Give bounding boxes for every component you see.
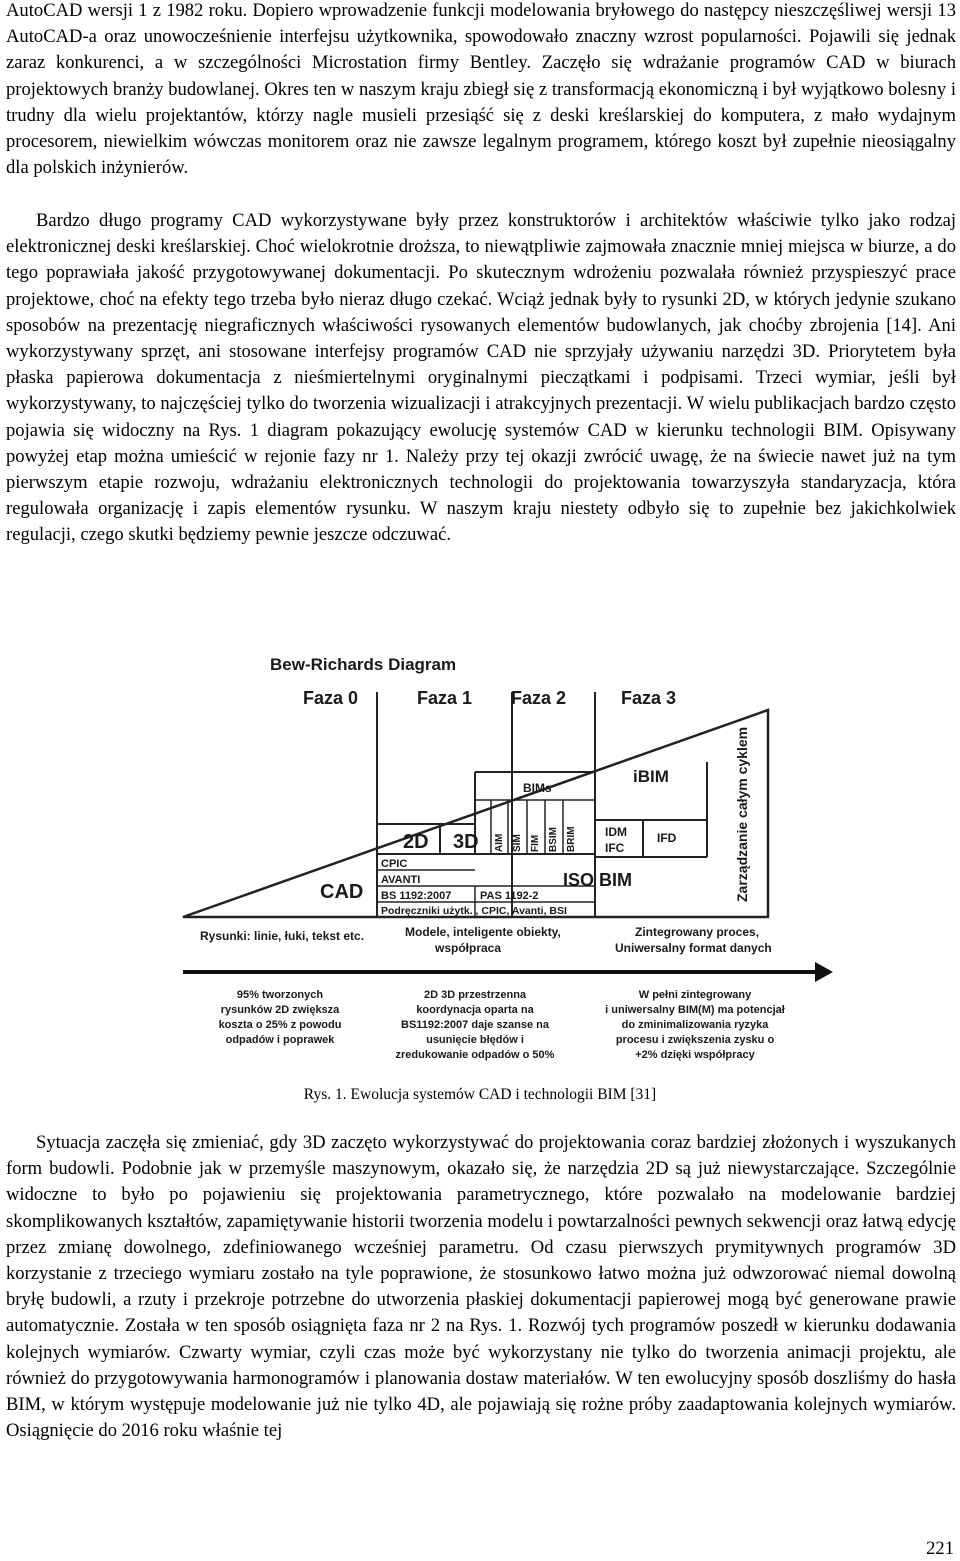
- phase-0-label: Faza 0: [303, 688, 359, 708]
- paragraph-1: AutoCAD wersji 1 z 1982 roku. Dopiero wprowadzenie funkcji modelowania bryłowego do następcy nieszczęśliwej wersji 13 AutoCAD-a oraz unowocześnienie interfejsu użytkownika, spowodowało znaczny wzrost popularności. Pojawili się jednak zaraz konkurenci, a w szczególności Microstation firmy Bentley. Zaczęło się wdrażanie programów CAD w biurach projektowych branży budowlanej. Okres ten w naszym kraju zbiegł się z transformacją ekonomiczną i był wyjątkowo bolesny i trudny dla wielu projektantów, którzy nagle musieli przesiąść się z deski kreślarskiej do komputera, z mało wydajnym procesorem, niewielkim wówczas monitorem oraz nie zawsze legalnym programem, którego koszt był zupełnie nieosiągalny dla polskich inżynierów.: [6, 0, 956, 179]
- benefit-2-line-1: 2D 3D przestrzenna: [423, 989, 527, 1001]
- label-bims: BIMs: [523, 781, 552, 795]
- benefit-2-line-2: koordynacja oparta na: [416, 1004, 534, 1016]
- label-cpic: CPIC: [381, 858, 408, 870]
- label-lifecycle: Zarządzanie całym cyklem: [734, 726, 750, 902]
- label-brim: BRIM: [566, 826, 577, 852]
- page-number: 221: [926, 1538, 954, 1559]
- label-sim: SIM: [512, 834, 523, 852]
- benefit-1-line-1: 95% tworzonych: [236, 989, 324, 1001]
- label-bs1192: BS 1192:2007: [381, 890, 452, 902]
- figure-caption: Rys. 1. Ewolucja systemów CAD i technologii BIM [31]: [303, 1086, 657, 1103]
- phase-12-desc-line-2: współpraca: [435, 941, 502, 955]
- paragraph-3: Sytuacja zaczęła się zmieniać, gdy 3D zaczęto wykorzystywać do projektowania coraz bardziej złożonych i wyszukanych form budowli. Podobnie jak w przemyśle maszynowym, okazało się, że narzędzia 2D są już niewystarczające. Szczególnie widoczne to było po pojawieniu się projektowania parametrycznego, które pozwalało na modelowanie bardziej skomplikowanych kształtów, zapamiętywanie historii tworzenia modelu i powtarzalności pewnych sekwencji oraz łatwą edycję przez zmianę dowolnego, zdefiniowanego wcześniej parametru. Od czasu pierwszych prymitywnych programów 3D korzystanie z trzeciego wymiaru zostało na tyle poprawione, że stosunkowo łatwo można już odwzorować niemal dowolną bryłę budowli, a rzuty i przekroje potrzebne do utworzenia płaskiej dokumentacji papierowej mogą być generowane prawie automatycznie. Została w ten sposób osiągnięta faza nr 2 na Rys. 1. Rozwój tych programów poszedł w kierunku dodawania kolejnych wymiarów. Czwarty wymiar, czyli czas może być wykorzystany nie tylko do tworzenia animacji projektu, ale również do przygotowywania harmonogramów i planowania dostaw materiałów. W ten ewolucyjny sposób doszliśmy do hasła BIM, w którym występuje modelowanie już nie tylko 4D, ale pojawiają się rożne próby zaadaptowania kolejnych wymiarów. Osiągnięcie do 2016 roku właśnie tej: [6, 1132, 956, 1442]
- benefit-3-line-5: +2% dzięki współpracy: [635, 1049, 755, 1061]
- benefit-3-line-1: W pełni zintegrowany: [638, 989, 752, 1001]
- phase-3-label: Faza 3: [621, 688, 677, 708]
- paragraph-2: Bardzo długo programy CAD wykorzystywane były przez konstruktorów i architektów właściwie tylko jako rodzaj elektronicznej deski kreślarskiej. Choć wielokrotnie droższa, to niewątpliwie zajmowała znacznie mniej miejsca w biurze, a do tego poprawiała jakość przygotowywanej dokumentacji. Po skutecznym wdrożeniu pozwalała również przyspieszyć prace projektowe, choć na efekty tego trzeba było nieraz długo czekać. Wciąż jednak były to rysunki 2D, w których jedynie szukano sposobów na prezentację niegraficznych właściwości rysowanych elementów budowlanych, jak choćby zbrojenia [14]. Ani wykorzystywany sprzęt, ani stosowane interfejsy programów CAD nie sprzyjały używaniu narzędzi 3D. Priorytetem była płaska papierowa dokumentacja z nieśmiertelnymi oryginalnymi pieczątkami i podpisami. Trzeci wymiar, jeśli był wykorzystywany, to najczęściej tylko do tworzenia wizualizacji i atrakcyjnych prezentacji. W wielu publikacjach bardzo często pojawia się widoczny na Rys. 1 diagram pokazujący ewolucję systemów CAD w kierunku technologii BIM. Opisywany powyżej etap można umieścić w rejonie fazy nr 1. Należy przy tej okazji zwrócić uwagę, że na świecie nawet już na tym pierwszym etapie rozwoju, wdrażaniu elektronicznych technologii do projektowania towarzyszyła standaryzacja, która regulowała organizację i zapis elementów rysunku. W naszym kraju niestety odbyło się to zupełnie bez jakichkolwiek regulacji, czego skutki będziemy pewnie jeszcze odczuwać.: [6, 210, 956, 546]
- label-ifd: IFD: [657, 831, 677, 845]
- benefit-1-line-4: odpadów i poprawek: [225, 1034, 335, 1046]
- phase-3-desc-line-2: Uniwersalny format danych: [615, 941, 772, 955]
- benefit-2-line-4: usunięcie błędów i: [426, 1034, 524, 1046]
- phase-12-desc-line-1: Modele, inteligente obiekty,: [405, 925, 561, 939]
- cad-label: CAD: [320, 881, 364, 903]
- diagram-svg: [135, 652, 835, 1077]
- benefit-1-line-2: rysunków 2D zwiększa: [220, 1004, 340, 1016]
- benefit-3-line-4: procesu i zwiększenia zysku o: [615, 1034, 775, 1046]
- diagram-title: Bew-Richards Diagram: [270, 655, 457, 674]
- label-aim: AIM: [494, 833, 505, 852]
- label-podreczniki: Podręczniki użytk. , CPIC, Avanti, BSI: [381, 905, 567, 917]
- phase-2-label: Faza 2: [511, 688, 567, 708]
- phase-1-label: Faza 1: [417, 688, 473, 708]
- benefit-3-line-3: do zminimalizowania ryzyka: [621, 1019, 769, 1031]
- label-bsim: BSIM: [548, 827, 559, 852]
- label-3d: 3D: [453, 831, 479, 853]
- label-idm: IDM: [605, 825, 627, 839]
- phase-3-desc-line-1: Zintegrowany proces,: [635, 925, 760, 939]
- timeline-arrow-head: [815, 962, 833, 982]
- label-ifc: IFC: [605, 841, 625, 855]
- bew-richards-diagram: [135, 652, 835, 1077]
- benefit-3-line-2: i uniwersalny BIM(M) ma potencjał: [605, 1004, 785, 1016]
- label-fim: FIM: [530, 834, 541, 852]
- label-avanti: AVANTI: [381, 874, 421, 886]
- label-iso-bim: ISO BIM: [563, 870, 633, 890]
- label-pas1192: PAS 1192-2: [480, 890, 539, 902]
- benefit-2-line-3: BS1192:2007 daje szanse na: [401, 1019, 549, 1031]
- label-2d: 2D: [403, 831, 429, 853]
- phase-0-desc: Rysunki: linie, łuki, tekst etc.: [200, 929, 365, 943]
- benefit-2-line-5: zredukowanie odpadów o 50%: [395, 1049, 555, 1061]
- benefit-1-line-3: koszta o 25% z powodu: [218, 1019, 342, 1031]
- label-ibim: iBIM: [633, 767, 669, 786]
